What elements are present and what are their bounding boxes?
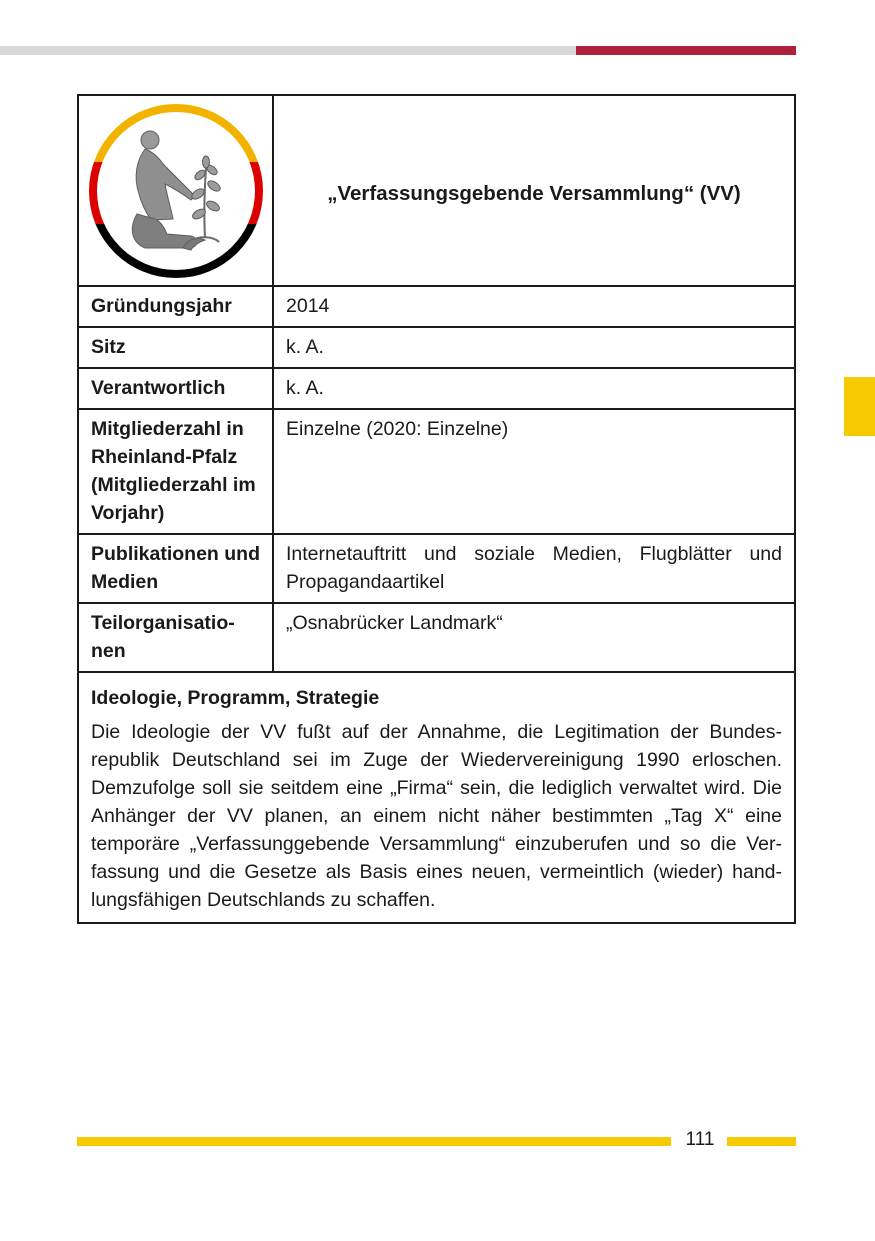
organization-name-cell <box>273 95 795 286</box>
row-label: Teilorganisatio-nen <box>78 603 273 672</box>
header-row <box>78 95 795 286</box>
row-label: Sitz <box>78 327 273 368</box>
footer-rule-right <box>727 1137 796 1146</box>
organization-logo-icon <box>87 102 265 280</box>
table-row <box>78 368 795 409</box>
table-row <box>78 534 795 603</box>
row-label: Verantwortlich <box>78 368 273 409</box>
ideology-text: Die Ideologie der VV fußt auf der Annahme, die Legitimation der Bundes-republik Deutschland sei im Zuge der Wiedervereinigung 1990 erloschen. Demzufolge soll sie seitdem eine „Firma“ sein, die lediglich verwaltet wird. Die Anhänger der VV planen, an einem nicht näher bestimmten „Tag X“ eine temporäre „Verfassunggebende Versammlung“ einzuberufen und so die Ver-fassung und die Gesetze als Basis eines neuen, vermeintlich (wieder) hand-lungsfähigen Deutschlands zu schaffen. <box>91 721 782 911</box>
row-value: 2014 <box>273 286 795 327</box>
table-row <box>78 327 795 368</box>
row-value: k. A. <box>273 368 795 409</box>
row-label: Publikationen und Medien <box>78 534 273 603</box>
footer-rule-left <box>77 1137 671 1146</box>
table-row <box>78 603 795 672</box>
table-row <box>78 286 795 327</box>
row-value: „Osnabrücker Landmark“ <box>273 603 795 672</box>
row-value: k. A. <box>273 327 795 368</box>
row-value: Einzelne (2020: Einzelne) <box>273 409 795 534</box>
row-label: Gründungsjahr <box>78 286 273 327</box>
chapter-tab-marker <box>844 377 875 436</box>
ideology-row <box>78 672 795 923</box>
organization-name: „Verfassungsgebende Versammlung“ (VV) <box>327 182 741 205</box>
row-label: Mitgliederzahl in Rheinland-Pfalz (Mitgliederzahl im Vorjahr) <box>78 409 273 534</box>
header-rule-red <box>576 46 796 55</box>
ideology-cell <box>78 672 795 923</box>
row-value: Internetauftritt und soziale Medien, Flugblätter und Propagandaartikel <box>273 534 795 603</box>
page-number: 111 <box>685 1129 715 1150</box>
header-rule-gray <box>0 46 576 55</box>
table-row <box>78 409 795 534</box>
ideology-heading: Ideologie, Programm, Strategie <box>91 687 380 709</box>
logo-cell <box>78 95 273 286</box>
organization-profile-table <box>77 94 796 924</box>
